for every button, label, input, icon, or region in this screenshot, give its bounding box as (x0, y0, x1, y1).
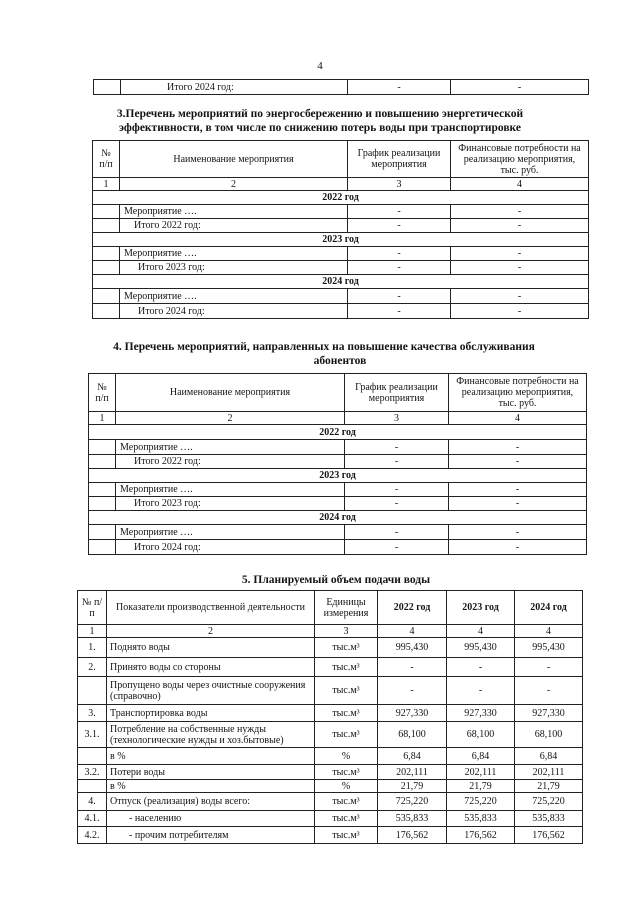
section3-title-line1: 3.Перечень мероприятий по энергосбережению и повышению энергетической (116, 108, 524, 120)
s5-num (78, 677, 107, 705)
s4-item-2024-c4: - (449, 525, 587, 540)
section3-colnum-row (93, 178, 589, 191)
section4-colnum-row (89, 412, 587, 425)
s3-item-2024: Мероприятие …. (120, 289, 348, 304)
s5-value-2024: 725,220 (515, 793, 583, 811)
section5-header-row (78, 591, 583, 625)
s5-value-2024: 21,79 (515, 780, 583, 793)
s5-unit: тыс.м³ (315, 827, 378, 844)
s5-indicator: Транспортировка воды (107, 705, 315, 722)
s5-value-2023: 6,84 (447, 748, 515, 765)
s5-colnum: 4 (378, 625, 447, 638)
s4-year-2022: 2022 год (89, 425, 587, 440)
s3-item-2024-c4: - (451, 289, 589, 304)
top-total-c4: - (451, 80, 589, 95)
s5-unit: тыс.м³ (315, 638, 378, 658)
s5-colnum: 3 (315, 625, 378, 638)
s5-value-2022: 995,430 (378, 638, 447, 658)
table-row (78, 793, 583, 811)
s4-h-name: Наименование мероприятия (116, 374, 345, 412)
s4-item-2022: Мероприятие …. (116, 440, 345, 455)
section4-title-line1: 4. Перечень мероприятий, направленных на повышение качества обслуживания (113, 341, 535, 353)
s5-value-2024: 995,430 (515, 638, 583, 658)
s3-item-2023-c4: - (451, 247, 589, 261)
s5-value-2023: 176,562 (447, 827, 515, 844)
s5-value-2023: 21,79 (447, 780, 515, 793)
s5-unit: % (315, 748, 378, 765)
s5-unit: % (315, 780, 378, 793)
s5-value-2023: 995,430 (447, 638, 515, 658)
table-row (78, 658, 583, 677)
s4-total-2024-c4: - (449, 540, 587, 555)
s5-value-2023: - (447, 677, 515, 705)
s3-total-2022-c4: - (451, 219, 589, 233)
s3-item-2022-c3: - (348, 205, 451, 219)
section5-table (77, 590, 583, 844)
s5-colnum: 1 (78, 625, 107, 638)
s5-num: 4.2. (78, 827, 107, 844)
s3-total-2024: Итого 2024 год: (120, 304, 348, 319)
s5-indicator: Пропущено воды через очистные сооружения (справочно) (107, 677, 315, 705)
section3-table (92, 140, 589, 319)
s4-colnum: 1 (89, 412, 116, 425)
s5-colnum: 4 (515, 625, 583, 638)
s5-unit: тыс.м³ (315, 658, 378, 677)
s3-total-2023: Итого 2023 год: (120, 261, 348, 275)
s4-colnum: 2 (116, 412, 345, 425)
table-row (78, 722, 583, 748)
s3-item-2024-c3: - (348, 289, 451, 304)
table-row (78, 638, 583, 658)
s3-item-2023-c3: - (348, 247, 451, 261)
s5-num: 2. (78, 658, 107, 677)
s5-indicator: - прочим потребителям (107, 827, 315, 844)
s5-value-2023: - (447, 658, 515, 677)
s4-total-2024-c3: - (345, 540, 449, 555)
s3-total-2024-c4: - (451, 304, 589, 319)
s5-value-2023: 202,111 (447, 765, 515, 780)
s4-item-2023: Мероприятие …. (116, 483, 345, 497)
s3-h-schedule: График реализации мероприятия (348, 141, 451, 178)
s4-year-2024: 2024 год (89, 511, 587, 525)
s4-colnum: 3 (345, 412, 449, 425)
s4-h-num: № п/п (89, 374, 116, 412)
s5-num: 3.2. (78, 765, 107, 780)
s3-year-2022: 2022 год (93, 191, 589, 205)
s5-indicator: в % (107, 748, 315, 765)
s5-value-2023: 535,833 (447, 811, 515, 827)
s5-h-2023: 2023 год (447, 591, 515, 625)
s5-num (78, 780, 107, 793)
s5-value-2024: 68,100 (515, 722, 583, 748)
top-total-label: Итого 2024 год: (121, 80, 348, 95)
s5-value-2022: - (378, 658, 447, 677)
s5-value-2024: - (515, 658, 583, 677)
s5-value-2023: 68,100 (447, 722, 515, 748)
s4-item-2024: Мероприятие …. (116, 525, 345, 540)
s5-value-2022: - (378, 677, 447, 705)
s5-value-2022: 176,562 (378, 827, 447, 844)
s5-unit: тыс.м³ (315, 765, 378, 780)
s3-item-2022-c4: - (451, 205, 589, 219)
s5-unit: тыс.м³ (315, 811, 378, 827)
s5-h-2024: 2024 год (515, 591, 583, 625)
top-total-table (93, 79, 589, 95)
s3-h-name: Наименование мероприятия (120, 141, 348, 178)
s5-unit: тыс.м³ (315, 705, 378, 722)
s4-item-2023-c3: - (345, 483, 449, 497)
s4-total-2023: Итого 2023 год: (116, 497, 345, 511)
s4-colnum: 4 (449, 412, 587, 425)
section4-header-row (89, 374, 587, 412)
s5-indicator: Потребление на собственные нужды (технологические нужды и хоз.бытовые) (107, 722, 315, 748)
s5-value-2022: 68,100 (378, 722, 447, 748)
s5-num: 4. (78, 793, 107, 811)
s5-value-2023: 927,330 (447, 705, 515, 722)
s5-value-2023: 725,220 (447, 793, 515, 811)
s5-indicator: Принято воды со стороны (107, 658, 315, 677)
s5-value-2022: 535,833 (378, 811, 447, 827)
table-row (78, 811, 583, 827)
table-row (78, 677, 583, 705)
s5-value-2024: 6,84 (515, 748, 583, 765)
table-row (78, 705, 583, 722)
s5-value-2024: 176,562 (515, 827, 583, 844)
s5-colnum: 4 (447, 625, 515, 638)
section4-title-line2: абонентов (313, 355, 367, 367)
s4-item-2022-c3: - (345, 440, 449, 455)
s3-total-2022: Итого 2022 год: (120, 219, 348, 233)
s5-unit: тыс.м³ (315, 793, 378, 811)
top-total-c3: - (348, 80, 451, 95)
s5-indicator: в % (107, 780, 315, 793)
s5-num: 3. (78, 705, 107, 722)
s3-year-2023: 2023 год (93, 233, 589, 247)
s3-item-2022: Мероприятие …. (120, 205, 348, 219)
s5-value-2024: 535,833 (515, 811, 583, 827)
s4-h-schedule: График реализации мероприятия (345, 374, 449, 412)
s5-indicator: Отпуск (реализация) воды всего: (107, 793, 315, 811)
table-row (78, 748, 583, 765)
s5-num: 4.1. (78, 811, 107, 827)
s3-colnum: 4 (451, 178, 589, 191)
s5-indicator: Потери воды (107, 765, 315, 780)
s4-total-2023-c3: - (345, 497, 449, 511)
s3-total-2022-c3: - (348, 219, 451, 233)
section4-table (88, 373, 587, 555)
page-number: 4 (317, 60, 323, 72)
s4-year-2023: 2023 год (89, 469, 587, 483)
s3-total-2024-c3: - (348, 304, 451, 319)
section5-title: 5. Планируемый объем подачи воды (241, 574, 431, 586)
s4-total-2024: Итого 2024 год: (116, 540, 345, 555)
section5-colnum-row (78, 625, 583, 638)
s4-total-2022-c3: - (345, 455, 449, 469)
s5-num: 1. (78, 638, 107, 658)
s5-value-2022: 6,84 (378, 748, 447, 765)
s4-total-2022-c4: - (449, 455, 587, 469)
s3-total-2023-c4: - (451, 261, 589, 275)
s4-total-2022: Итого 2022 год: (116, 455, 345, 469)
s5-indicator: - населению (107, 811, 315, 827)
s5-unit: тыс.м³ (315, 677, 378, 705)
s4-item-2024-c3: - (345, 525, 449, 540)
s4-h-finance: Финансовые потребности на реализацию мероприятия, тыс. руб. (449, 374, 587, 412)
s5-value-2024: 202,111 (515, 765, 583, 780)
s5-num: 3.1. (78, 722, 107, 748)
s5-value-2024: - (515, 677, 583, 705)
s5-value-2022: 21,79 (378, 780, 447, 793)
s5-h-unit: Единицы измерения (315, 591, 378, 625)
s5-value-2022: 725,220 (378, 793, 447, 811)
s3-colnum: 2 (120, 178, 348, 191)
table-row (78, 827, 583, 844)
s5-h-2022: 2022 год (378, 591, 447, 625)
table-row (78, 765, 583, 780)
s3-year-2024: 2024 год (93, 275, 589, 289)
s5-value-2024: 927,330 (515, 705, 583, 722)
s4-item-2022-c4: - (449, 440, 587, 455)
section3-header-row (93, 141, 589, 178)
s4-total-2023-c4: - (449, 497, 587, 511)
s3-h-num: № п/п (93, 141, 120, 178)
s5-value-2022: 202,111 (378, 765, 447, 780)
s3-colnum: 3 (348, 178, 451, 191)
s4-item-2023-c4: - (449, 483, 587, 497)
s3-total-2023-c3: - (348, 261, 451, 275)
s5-value-2022: 927,330 (378, 705, 447, 722)
s3-colnum: 1 (93, 178, 120, 191)
s5-h-indicator: Показатели производственной деятельности (107, 591, 315, 625)
s3-item-2023: Мероприятие …. (120, 247, 348, 261)
s5-h-num: № п/п (78, 591, 107, 625)
s5-indicator: Поднято воды (107, 638, 315, 658)
section3-title-line2: эффективности, в том числе по снижению потерь воды при транспортировке (119, 122, 521, 134)
s5-num (78, 748, 107, 765)
table-row (78, 780, 583, 793)
s3-h-finance: Финансовые потребности на реализацию мероприятия, тыс. руб. (451, 141, 589, 178)
s5-colnum: 2 (107, 625, 315, 638)
s5-unit: тыс.м³ (315, 722, 378, 748)
